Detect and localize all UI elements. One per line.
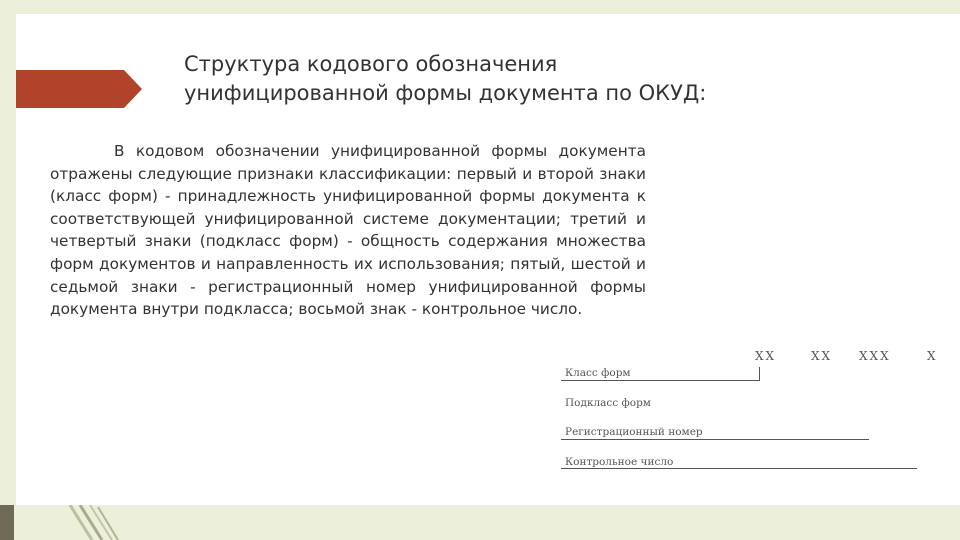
code-group-registration: XXX (859, 349, 891, 363)
code-group-subclass: XX (811, 349, 833, 363)
row-label-registration: Регистрационный номер (565, 426, 703, 438)
row-line-check (561, 468, 917, 469)
code-group-class: XX (755, 349, 777, 363)
code-group-check: X (927, 349, 938, 363)
row-line-class (561, 380, 759, 381)
code-structure-figure (555, 345, 950, 475)
row-line-registration (561, 439, 869, 440)
body-paragraph: В кодовом обозначении унифицированной формы документа отражены следующие признаки классификации: первый и второй знаки (класс форм) - принадлежность унифицированной формы документа к соответствующей унифицированной системе документации; третий и четвертый знаки (подкласс форм) - общность содержания множества форм документов и направленность их использования; пятый, шестой и седьмой знаки - регистрационный номер унифицированной формы документа внутри подкласса; восьмой знак - контрольное число. (50, 142, 646, 319)
row-label-class: Класс форм (565, 367, 631, 379)
title-accent-arrow (16, 70, 142, 108)
row-tick-class (759, 367, 760, 381)
row-label-subclass: Подкласс форм (565, 397, 651, 409)
footer-decoration (0, 505, 960, 540)
row-label-check: Контрольное число (565, 456, 674, 468)
slide-title: Структура кодового обозначения унифицированной формы документа по ОКУД: (184, 52, 707, 105)
